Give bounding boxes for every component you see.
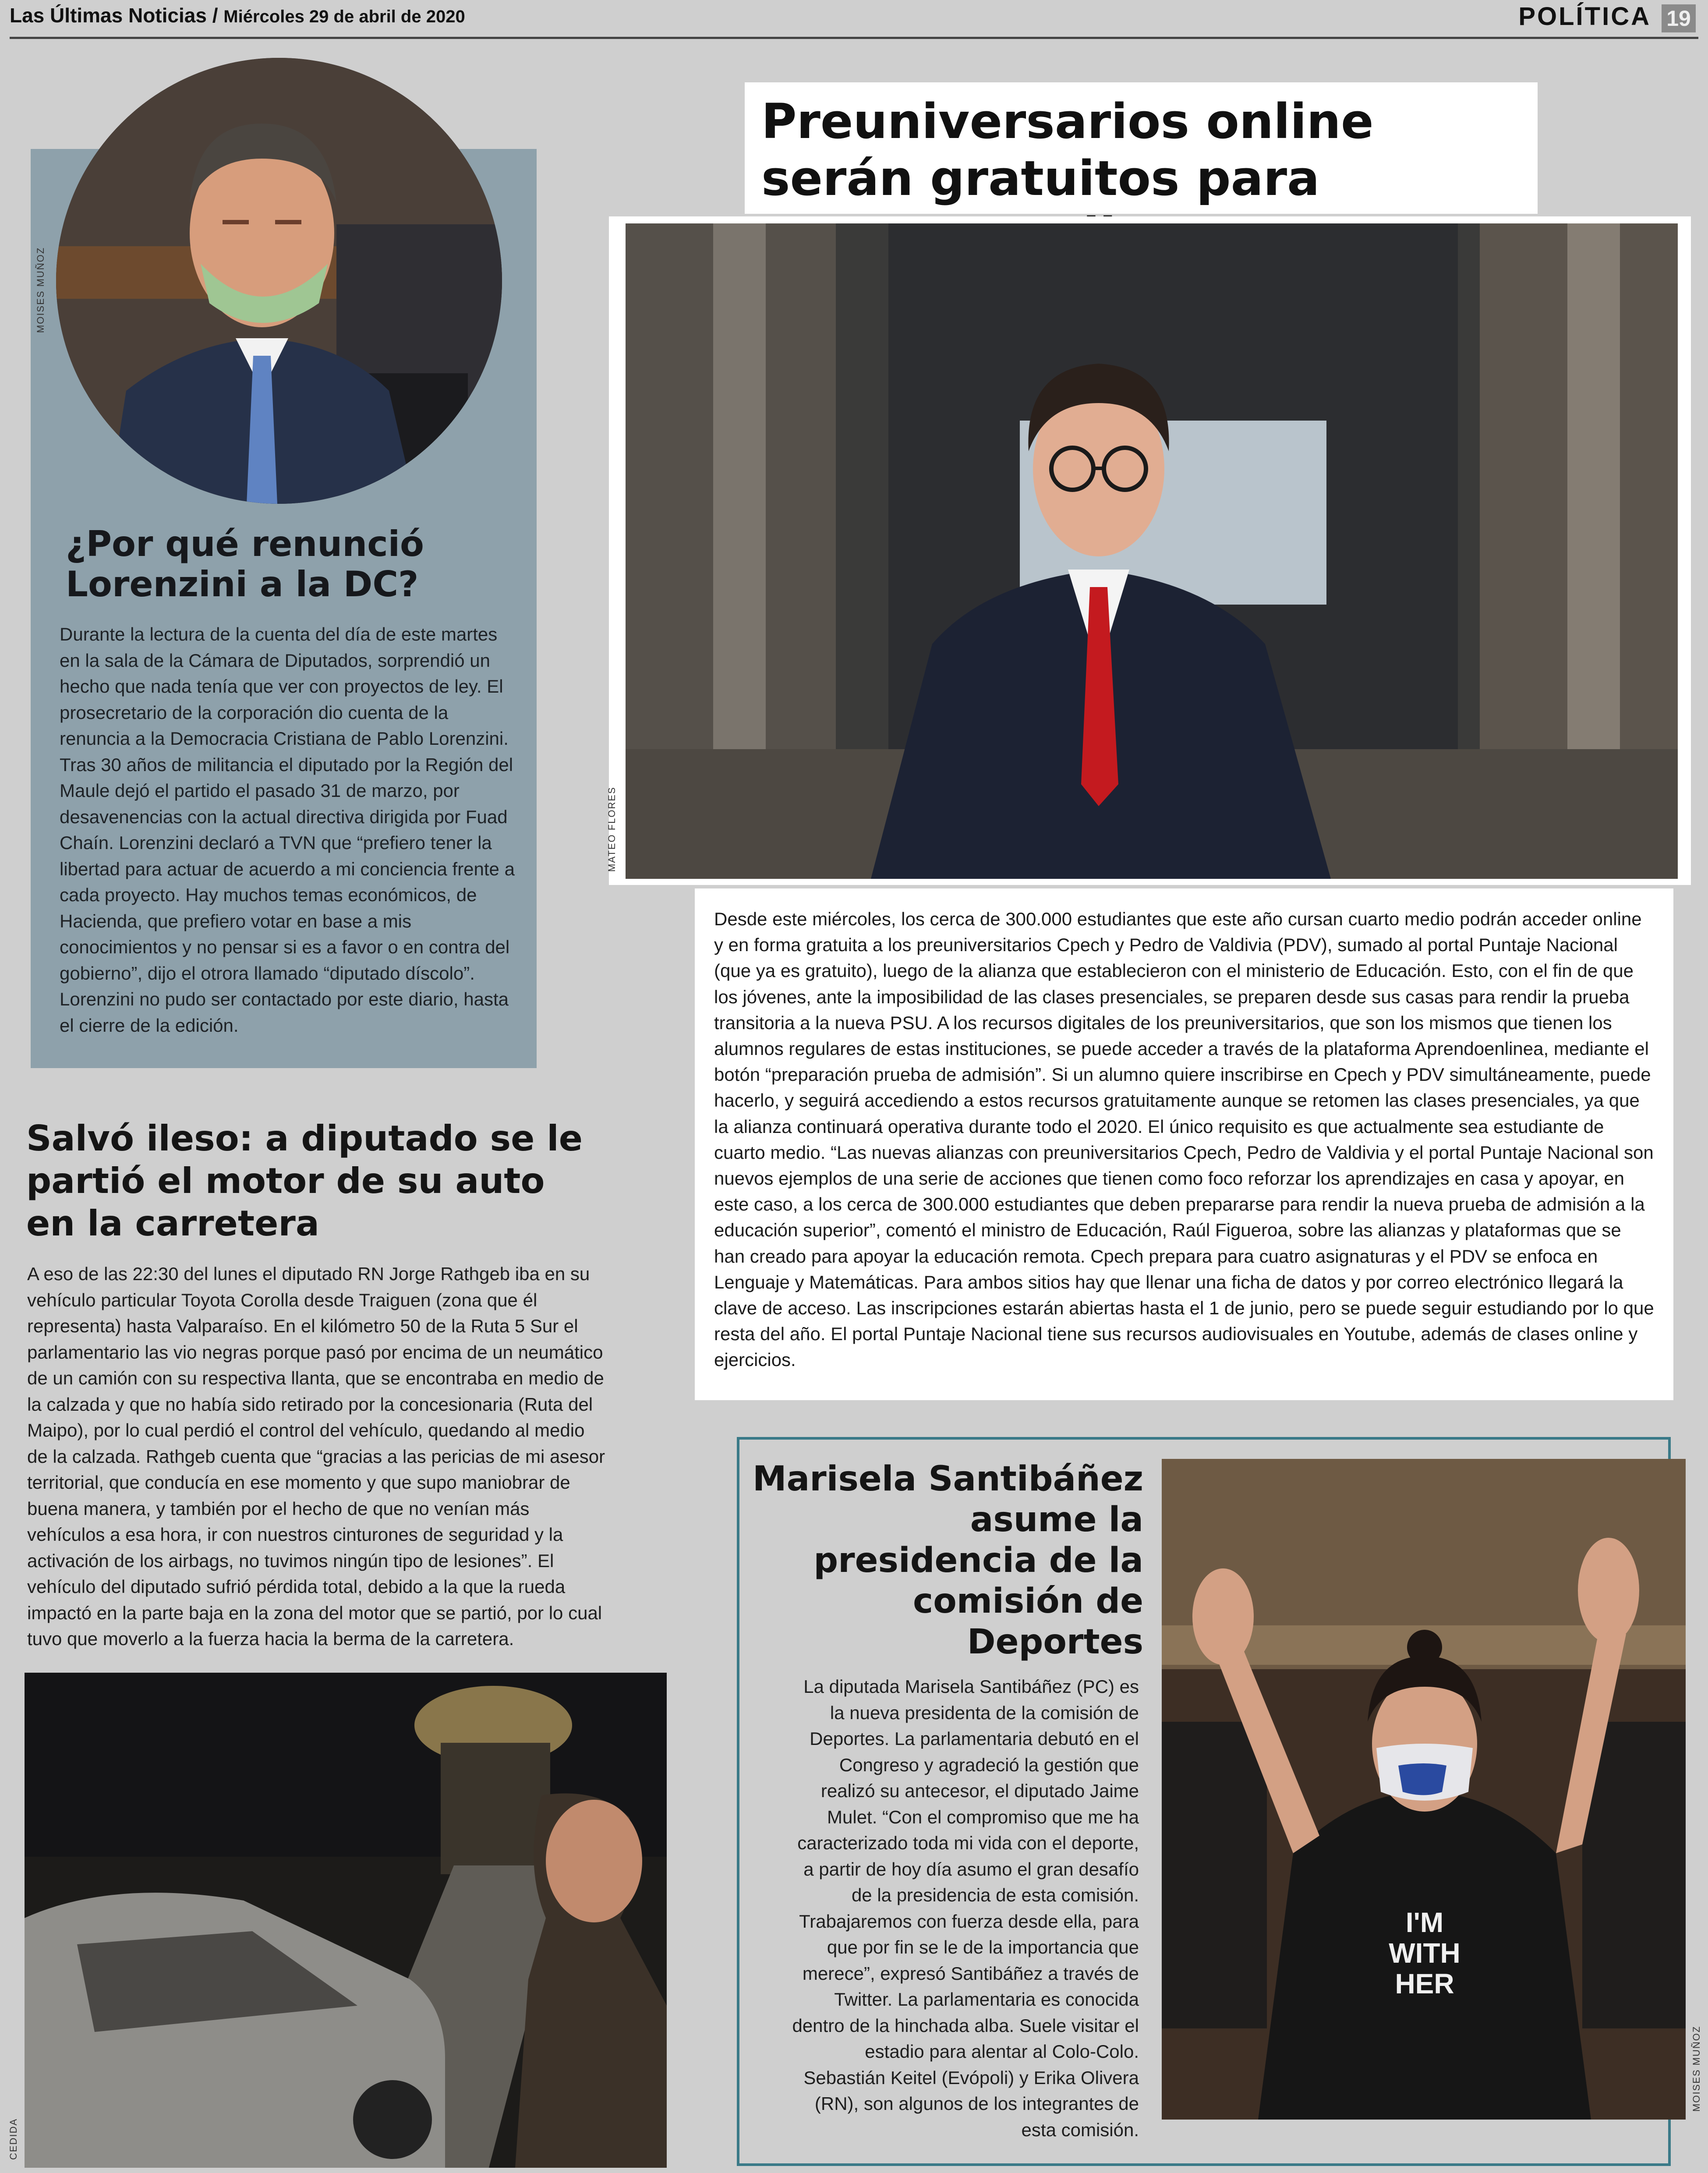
- shirt-line-3: HER: [1395, 1968, 1454, 2000]
- minister-photo-illustration: [626, 223, 1678, 879]
- section-name: POLÍTICA: [1518, 2, 1651, 31]
- issue-date: Miércoles 29 de abril de 2020: [223, 7, 465, 26]
- santibanez-body-text: La diputada Marisela Santibáñez (PC) es la nueva presidenta de la comisión de Deportes. La parlamentaria debutó en el Congreso y agradeció la gestión que realizó su antecesor, el diputado Jaime Mulet. “Con el compromiso que me ha caracterizado toda mi vida con el deporte, a partir de hoy día asumo el gran desafío de la presidencia de esta comisión. Trabajaremos con fuerza desde ella, para que por fin se le de la importancia que merece”, expresó Santibáñez a través de Twitter. La parlamentaria es conocida dentro de la hinchada alba. Suele visitar el estadio para alentar al Colo-Colo. Sebastián Keitel (Evópoli) y Erika Olivera (RN), son algunos de los integrantes de esta comisión.: [792, 1676, 1139, 2140]
- masthead-separator: /: [212, 4, 218, 27]
- santibanez-headline: Marisela Santibáñez asume la presidencia de la comisión de Deportes: [753, 1459, 1143, 1662]
- minister-photo: [626, 223, 1678, 879]
- main-headline: Preuniversarios online serán gratuitos para: [761, 93, 1374, 206]
- lorenzini-portrait-photo: [56, 58, 502, 504]
- masthead-paper-date: [10, 4, 465, 27]
- santibanez-photo: [1162, 1459, 1686, 2120]
- lorenzini-headline: ¿Por qué renunció Lorenzini a la DC?: [66, 524, 424, 605]
- rathgeb-crash-photo: [25, 1673, 667, 2168]
- lorenzini-photo-credit: [26, 228, 53, 342]
- photo-credit-text: MOISES MUÑOZ: [1691, 2025, 1702, 2112]
- masthead-rule: [10, 37, 1698, 39]
- photo-credit-text: MATEO FLORES: [606, 786, 617, 872]
- main-photo-credit: [600, 771, 622, 885]
- santibanez-photo-illustration: [1162, 1459, 1686, 2120]
- santibanez-photo-credit: [1687, 2007, 1705, 2120]
- photo-credit-text: MOISES MUÑOZ: [35, 247, 46, 333]
- rathgeb-headline: Salvó ileso: a diputado se le partió el motor de su auto en la carretera: [26, 1118, 583, 1244]
- page-number: 19: [1662, 4, 1696, 32]
- photo-credit-text: CEDIDA: [8, 2118, 19, 2160]
- shirt-line-1: I'M: [1405, 1907, 1444, 1938]
- lorenzini-body-text: Durante la lectura de la cuenta del día de este martes en la sala de la Cámara de Diputados, sorprendió un hecho que nada tenía que ver con proyectos de ley. El prosecretario de la corporación dio cuenta de la renuncia a la Democracia Cristiana de Pablo Lorenzini. Tras 30 años de militancia el diputado por la Región del Maule dejó el partido el pasado 31 de marzo, por desavenencias con la actual directiva dirigida por Fuad Chaín. Lorenzini declaró a TVN que “prefiero tener la libertad para actuar de acuerdo a mi conciencia frente a cada proyecto. Hay muchos temas económicos, de Hacienda, que prefiero votar en base a mis conocimientos y no pensar si es a favor o en contra del gobierno”, dijo el otrora llamado “diputado díscolo”. Lorenzini no pudo ser contactado por este diario, hasta el cierre de la edición.: [60, 624, 515, 1036]
- paper-name: Las Últimas Noticias: [10, 4, 207, 27]
- rathgeb-body-text: A eso de las 22:30 del lunes el diputado RN Jorge Rathgeb iba en su vehículo particular Toyota Corolla desde Traiguen (zona que él representa) hasta Valparaíso. En el kilómetro 50 de la Ruta 5 Sur el parlamentario las vio negras porque pasó por encima de un neumático de un camión con su respectiva llanta, que se encontraba en medio de la calzada y que no había sido retirado por la concesionaria (Ruta del Maipo), por lo cual perdió el control del vehículo, quedando al medio de la calzada. Rathgeb cuenta que “gracias a las pericias de mi asesor territorial, que conducía en ese momento y que supo maniobrar de buena manera, y también por el hecho de que no venían más vehículos a esa hora, ir con nuestros cinturones de seguridad y la activación de los airbags, no tuvimos ningún tipo de lesiones”. El vehículo del diputado sufrió pérdida total, debido a la que la rueda impactó en la parte baja en la zona del motor que se partió, por lo cual tuvo que moverlo a la fuerza hacia la berma de la carretera.: [27, 1263, 605, 1649]
- main-body-text: Desde este miércoles, los cerca de 300.000 estudiantes que este año cursan cuarto medio podrán acceder online y en forma gratuita a los preuniversitarios Cpech y Pedro de Valdivia (PDV), sumado al portal Puntaje Nacional (que ya es gratuito), luego de la alianza que establecieron con el ministerio de Educación. Esto, con el fin de que los jóvenes, ante la imposibilidad de las clases presenciales, se preparen desde sus casas para rendir la prueba transitoria a la nueva PSU. A los recursos digitales de los preuniversitarios, que son los mismos que tienen los alumnos regulares de estas instituciones, se puede acceder a través de la plataforma Aprendoenlinea, mediante el botón “preparación prueba de admisión”. Si un alumno quiere inscribirse en Cpech y PDV simultáneamente, puede hacerlo, y seguirá accediendo a estos recursos gratuitamente aunque se retomen las clases presenciales, ya que la alianza continuará operativa durante todo el 2020. El único requisito es que actualmente sea estudiante de cuarto medio. “Las nuevas alianzas con preuniversitarios Cpech, Pedro de Valdivia y el portal Puntaje Nacional son nuevos ejemplos de una serie de acciones que tienen como foco reforzar los aprendizajes en casa y apoyar, en este caso, a los cerca de 300.000 estudiantes que deben prepararse para rendir la nueva prueba de admisión a la educación superior”, comentó el ministro de Educación, Raúl Figueroa, sobre las alianzas y plataformas que se han creado para apoyar la educación remota. Cpech prepara para cuatro asignaturas y el PDV se enfoca en Lenguaje y Matemáticas. Para ambos sitios hay que llenar una ficha de datos y por correo electrónico llegará la clave de acceso. Las inscripciones estarán abiertas hasta el 1 de junio, pero se puede seguir estudiando por lo que resta del año. El portal Puntaje Nacional tiene sus recursos audiovisuales en Youtube, además de clases online y ejercicios.: [714, 909, 1654, 1370]
- shirt-line-2: WITH: [1389, 1937, 1460, 1969]
- rathgeb-photo-credit: [4, 2103, 22, 2169]
- crash-photo-illustration: [25, 1673, 667, 2168]
- lorenzini-portrait-illustration: [56, 58, 502, 504]
